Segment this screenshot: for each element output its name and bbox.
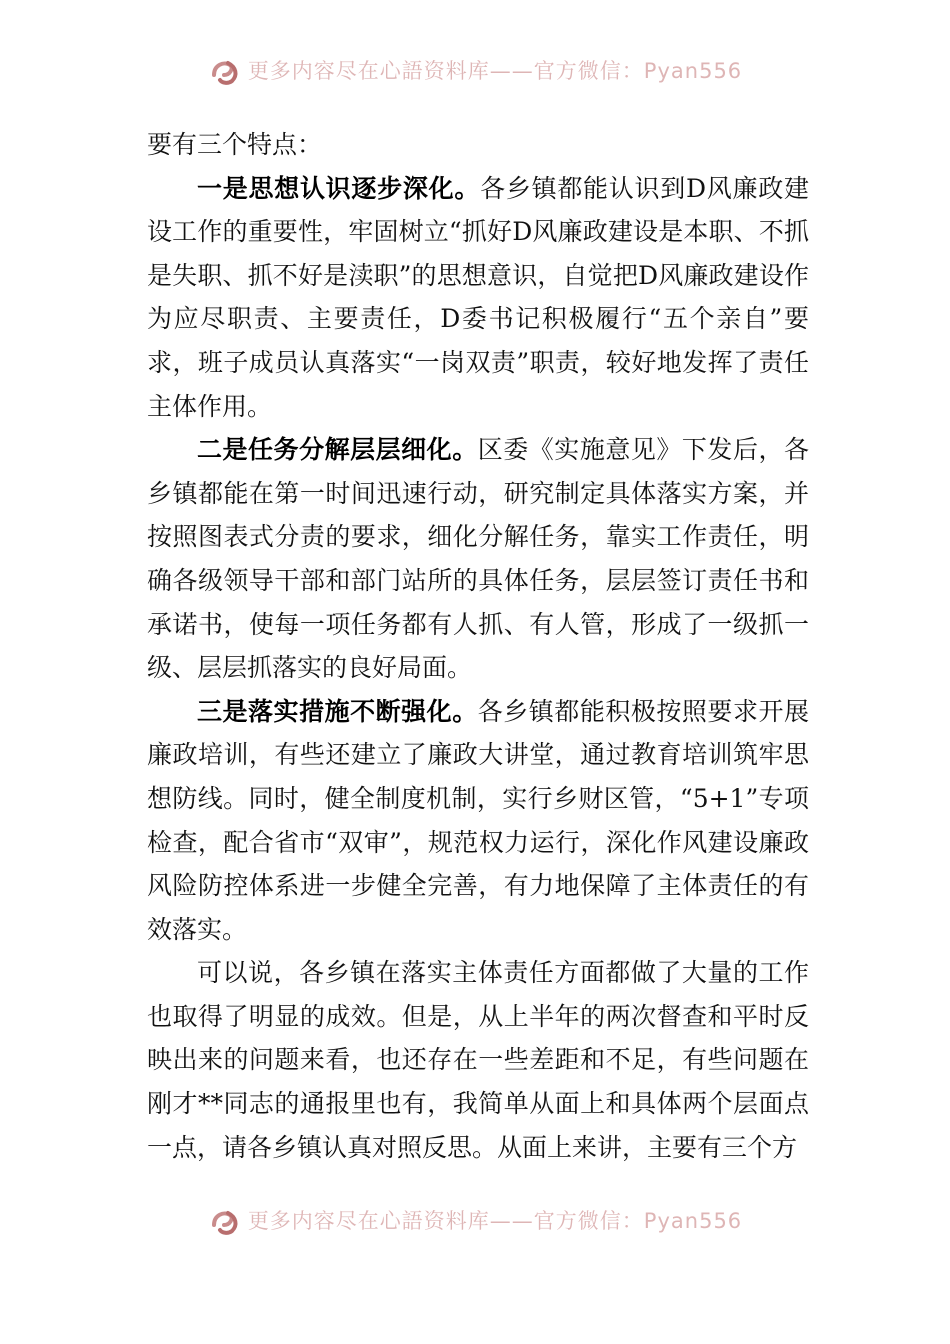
paragraph (147, 951, 809, 1169)
watermark-footer (0, 1202, 950, 1238)
paragraph-text: 各乡镇都能积极按照要求开展廉政培训，有些还建立了廉政大讲堂，通过教育培训筑牢思想防线。同时，健全制度机制，实行乡财区管，“5+1”专项检查，配合省市“双审”，规范权力运行，深化作风建设廉政风险防控体系进一步健全完善，有力地保障了主体责任的有效落实。 (147, 696, 809, 944)
paragraph-text: 区委《实施意见》下发后，各乡镇都能在第一时间迅速行动，研究制定具体落实方案，并按照图表式分责的要求，细化分解任务，靠实工作责任，明确各级领导干部和部门站所的具体任务，层层签订责任书和承诺书，使每一项任务都有人抓、有人管，形成了一级抓一级、层层抓落实的良好局面。 (147, 435, 809, 683)
watermark-text: 更多内容尽在心語资料库——官方微信：Pyan556 (247, 59, 743, 83)
paragraph-lead: 三是落实措施不断强化。 (197, 696, 478, 726)
logo-mark-icon (208, 53, 242, 87)
paragraph (147, 167, 809, 429)
watermark-header (0, 52, 950, 88)
paragraph-text: 可以说，各乡镇在落实主体责任方面都做了大量的工作也取得了明显的成效。但是，从上半年的两次督查和平时反映出来的问题来看，也还存在一些差距和不足，有些问题在刚才**同志的通报里也有，我简单从面上和具体两个层面点一点，请各乡镇认真对照反思。从面上来讲，主要有三个方 (147, 958, 809, 1162)
watermark-text: 更多内容尽在心語资料库——官方微信：Pyan556 (247, 1209, 743, 1233)
paragraph (147, 690, 809, 952)
paragraph-text: 要有三个特点： (147, 130, 323, 159)
paragraph-text: 各乡镇都能认识到D风廉政建设工作的重要性，牢固树立“抓好D风廉政建设是本职、不抓是失职、抓不好是渎职”的思想意识，自觉把D风廉政建设作为应尽职责、主要责任，D委书记积极履行“五个亲自”要求，班子成员认真落实“一岗双责”职责，较好地发挥了责任主体作用。 (147, 173, 809, 421)
paragraph-lead: 一是思想认识逐步深化。 (197, 173, 481, 203)
logo-mark-icon (208, 1203, 242, 1237)
paragraph (147, 428, 809, 690)
paragraph (147, 123, 809, 167)
document-body (147, 123, 809, 1169)
paragraph-lead: 二是任务分解层层细化。 (197, 435, 478, 465)
